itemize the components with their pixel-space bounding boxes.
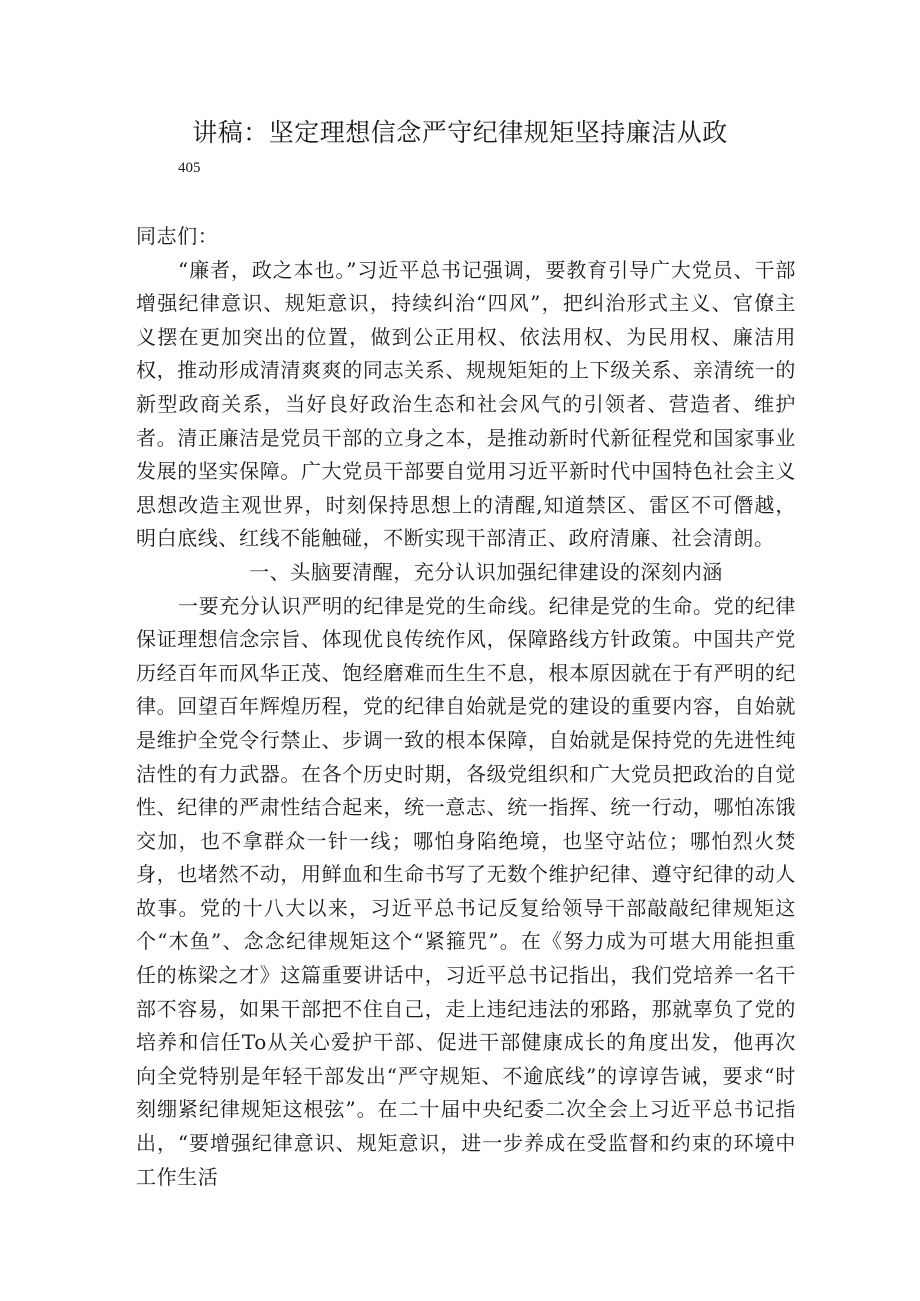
section-heading: 一、头脑要清醒，充分认识加强纪律建设的深刻内涵	[249, 559, 723, 584]
paragraph-section-1: 一要充分认识严明的纪律是党的生命线。纪律是党的生命。党的纪律保证理想信念宗旨、体现优良传统作风，保障路线方针政策。中国共产党历经百年而风华正茂、饱经磨难而生生不息，根本原因就在于有严明的纪律。回望百年辉煌历程，党的纪律自始就是党的建设的重要内容，自始就是维护全党令行禁止、步调一致的根本保障，自始就是保持党的先进性纯洁性的有力武器。在各个历史时期，各级党组织和广大党员把政治的自觉性、纪律的严肃性结合起来，统一意志、统一指挥、统一行动，哪怕冻饿交加，也不拿群众一针一线；哪怕身陷绝境，也坚守站位；哪怕烈火焚身，也堵然不动，用鲜血和生命书写了无数个维护纪律、遵守纪律的动人故事。党的十八大以来，习近平总书记反复给领导干部敲敲纪律规矩这个“木鱼”、念念纪律规矩这个“紧箍咒”。在《努力成为可堪大用能担重任的栋梁之才》这篇重要讲话中，习近平总书记指出，我们党培养一名干部不容易，如果干部把不住自己，走上违纪违法的邪路，那就辜负了党的培养和信任To从关心爱护干部、促进干部健康成长的角度出发，他再次向全党特别是年轻干部发出“严守规矩、不逾底线”的谆谆告诫，要求“时刻绷紧纪律规矩这根弦”。在二十届中央纪委二次全会上习近平总书记指出，“要增强纪律意识、规矩意识，进一步养成在受监督和约束的环境中工作生活	[136, 593, 796, 1189]
document-body	[136, 220, 796, 1194]
document-number: 405	[178, 160, 201, 176]
paragraph-intro: “廉者，政之本也。”习近平总书记强调，要教育引导广大党员、干部增强纪律意识、规矩意识，持续纠治“四风”，把纠治形式主义、官僚主义摆在更加突出的位置，做到公正用权、依法用权、为民用权、廉洁用权，推动形成清清爽爽的同志关系、规规矩矩的上下级关系、亲清统一的新型政商关系，当好良好政治生态和社会风气的引领者、营造者、维护者。清正廉洁是党员干部的立身之本，是推动新时代新征程党和国家事业发展的坚实保障。广大党员干部要自觉用习近平新时代中国特色社会主义思想改造主观世界，时刻保持思想上的清醒,知道禁区、雷区不可僭越，明白底线、红线不能触碰，不断实现干部清正、政府清廉、社会清朗。	[136, 257, 796, 551]
document-title: 讲稿：坚定理想信念严守纪律规矩坚持廉洁从政	[192, 118, 728, 147]
salutation: 同志们：	[136, 224, 219, 248]
